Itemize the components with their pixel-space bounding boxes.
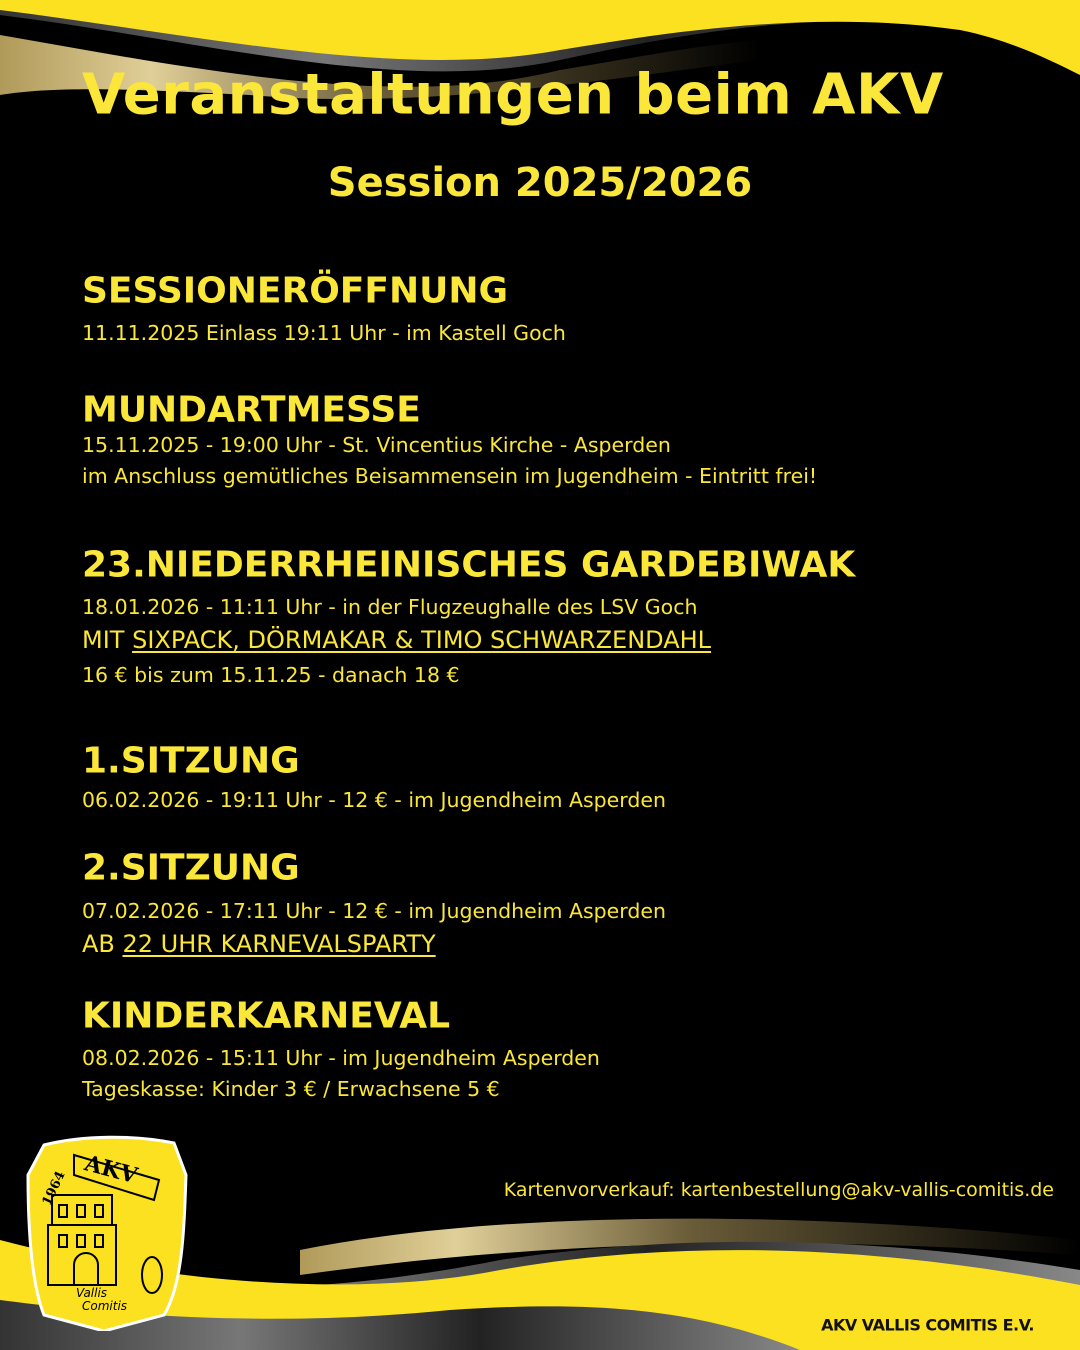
highlight-artists: SIXPACK, DÖRMAKAR & TIMO SCHWARZENDAHL [132, 626, 712, 654]
logo-motto-2: Comitis [82, 1299, 128, 1313]
event-detail: 18.01.2026 - 11:11 Uhr - in der Flugzeughalle des LSV Goch [82, 595, 698, 619]
event-detail: 07.02.2026 - 17:11 Uhr - 12 € - im Jugendheim Asperden [82, 899, 666, 923]
event-detail: 16 € bis zum 15.11.25 - danach 18 € [82, 663, 460, 687]
event-title: 1.SITZUNG [82, 740, 300, 782]
session-subtitle: Session 2025/2026 [327, 160, 753, 206]
highlight-prefix: MIT [82, 626, 133, 654]
event-title: SESSIONERÖFFNUNG [82, 270, 509, 312]
event-detail: 15.11.2025 - 19:00 Uhr - St. Vincentius Kirche - Asperden [82, 433, 671, 457]
event-detail: 06.02.2026 - 19:11 Uhr - 12 € - im Jugendheim Asperden [82, 788, 666, 812]
event-detail: im Anschluss gemütliches Beisammensein im Jugendheim - Eintritt frei! [82, 464, 818, 488]
event-title: 2.SITZUNG [82, 847, 300, 889]
logo-motto-1: Vallis [76, 1286, 108, 1300]
akv-crest-logo [24, 1135, 190, 1331]
event-highlight [82, 930, 436, 958]
event-title: 23.NIEDERRHEINISCHES GARDEBIWAK [82, 544, 856, 586]
event-detail: 11.11.2025 Einlass 19:11 Uhr - im Kastell Goch [82, 321, 566, 345]
logo-year: 1964 [39, 1169, 69, 1209]
ticket-presale-email[interactable]: Kartenvorverkauf: kartenbestellung@akv-vallis-comitis.de [503, 1179, 1054, 1201]
logo-letters: AKV [81, 1150, 141, 1190]
event-title: MUNDARTMESSE [82, 389, 421, 431]
highlight-prefix: AB [82, 930, 123, 958]
highlight-party: 22 UHR KARNEVALSPARTY [122, 930, 436, 958]
event-highlight [82, 626, 711, 654]
event-detail: 08.02.2026 - 15:11 Uhr - im Jugendheim Asperden [82, 1046, 600, 1070]
organization-name: AKV VALLIS COMITIS E.V. [821, 1315, 1034, 1335]
page-title: Veranstaltungen beim AKV [82, 62, 944, 128]
event-detail: Tageskasse: Kinder 3 € / Erwachsene 5 € [82, 1077, 500, 1101]
event-title: KINDERKARNEVAL [82, 995, 451, 1037]
